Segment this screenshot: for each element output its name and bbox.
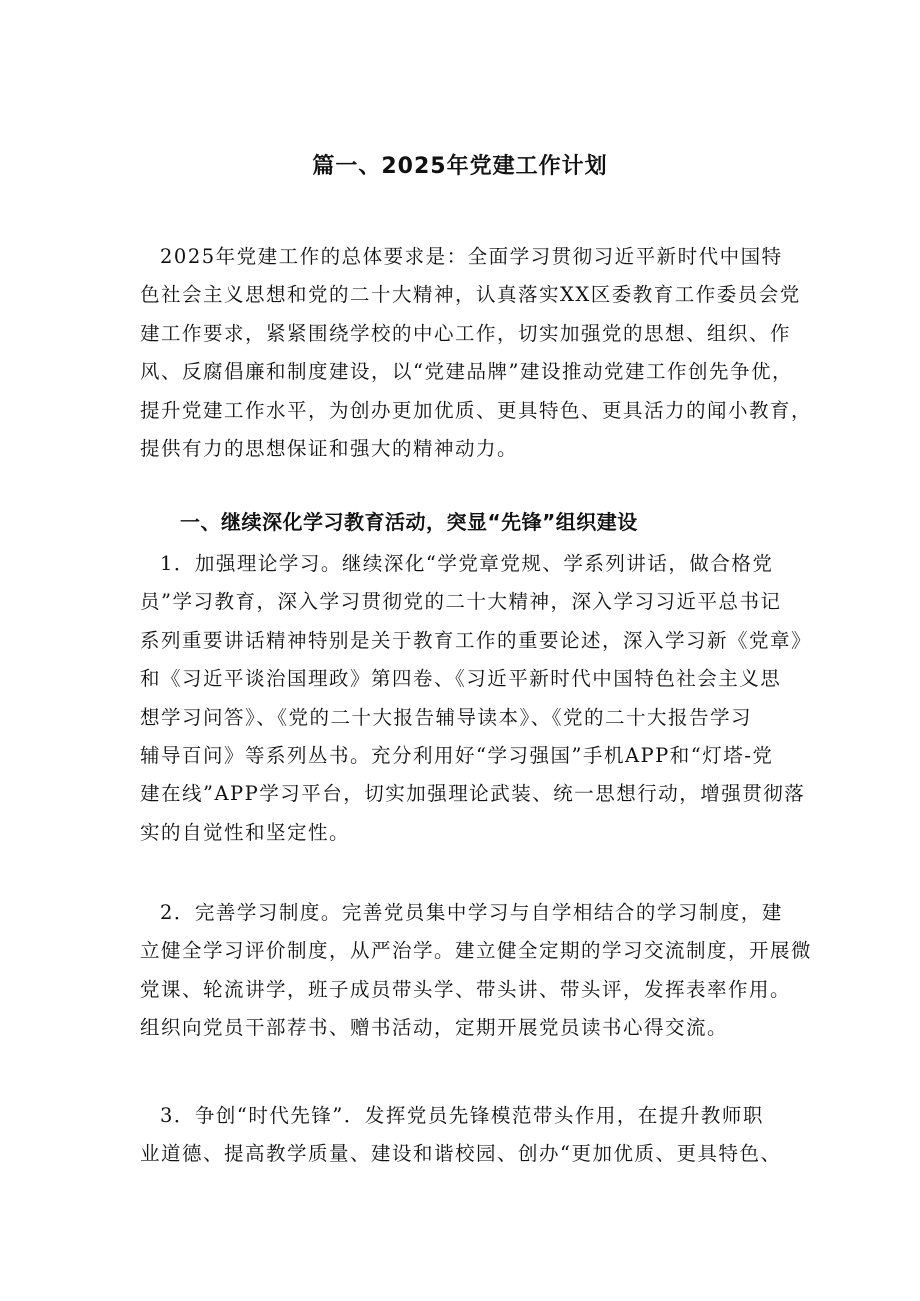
item-2-paragraph [140, 894, 855, 1048]
item-1-line: 和《习近平谈治国理政》第四卷、《习近平新时代中国特色社会主义思 [140, 667, 782, 691]
item-3-line: 业道德、提高教学质量、建设和谐校园、创办“更加优质、更具特色、 [140, 1142, 782, 1166]
intro-line: 提供有力的思想保证和强大的精神动力。 [140, 437, 519, 461]
item-1-line: 1．加强理论学习。继续深化“学党章党规、学系列讲话，做合格党 [160, 552, 774, 575]
section-heading: 一、继续深化学习教育活动，突显“先锋”组织建设 [180, 510, 638, 534]
item-3-paragraph [140, 1097, 855, 1174]
item-1-line: 辅导百问》等系列丛书。充分利用好“学习强国”手机APP和“灯塔-党 [140, 744, 774, 768]
intro-line: 提升党建工作水平，为创办更加优质、更具特色、更具活力的闻小教育， [140, 398, 813, 422]
item-1-line: 想学习问答》、《党的二十大报告辅导读本》、《党的二十大报告学习 [140, 705, 753, 729]
intro-line: 色社会主义思想和党的二十大精神，认真落实XX区委教育工作委员会党 [140, 283, 801, 307]
intro-line: 建工作要求，紧紧围绕学校的中心工作，切实加强党的思想、组织、作 [140, 321, 792, 345]
item-1-line: 系列重要讲话精神特别是关于教育工作的重要论述，深入学习新《党章》 [140, 628, 813, 652]
item-3-line: 3．争创“时代先锋”．发挥党员先锋模范带头作用，在提升教师职 [160, 1104, 764, 1127]
item-2-line: 立健全学习评价制度，从严治学。建立健全定期的学习交流制度，开展微 [140, 939, 813, 963]
item-1-paragraph [140, 545, 855, 852]
item-2-line: 2．完善学习制度。完善党员集中学习与自学相结合的学习制度，建 [160, 901, 783, 924]
item-1-line: 实的自觉性和坚定性。 [140, 820, 351, 844]
item-1-line: 建在线”APP学习平台，切实加强理论武装、统一思想行动，增强贯彻落 [140, 782, 806, 806]
item-2-line: 党课、轮流讲学，班子成员带头学、带头讲、带头评，发挥表率作用。 [140, 977, 792, 1001]
item-1-line: 员”学习教育，深入学习贯彻党的二十大精神，深入学习习近平总书记 [140, 590, 782, 614]
item-2-line: 组织向党员干部荐书、赠书活动，定期开展党员读书心得交流。 [140, 1016, 729, 1040]
document-title: 篇一、2025年党建工作计划 [312, 154, 608, 179]
intro-line: 2025年党建工作的总体要求是：全面学习贯彻习近平新时代中国特 [160, 245, 783, 268]
intro-line: 风、反腐倡廉和制度建设，以“党建品牌”建设推动党建工作创先争优， [140, 360, 793, 384]
intro-paragraph [140, 238, 855, 468]
